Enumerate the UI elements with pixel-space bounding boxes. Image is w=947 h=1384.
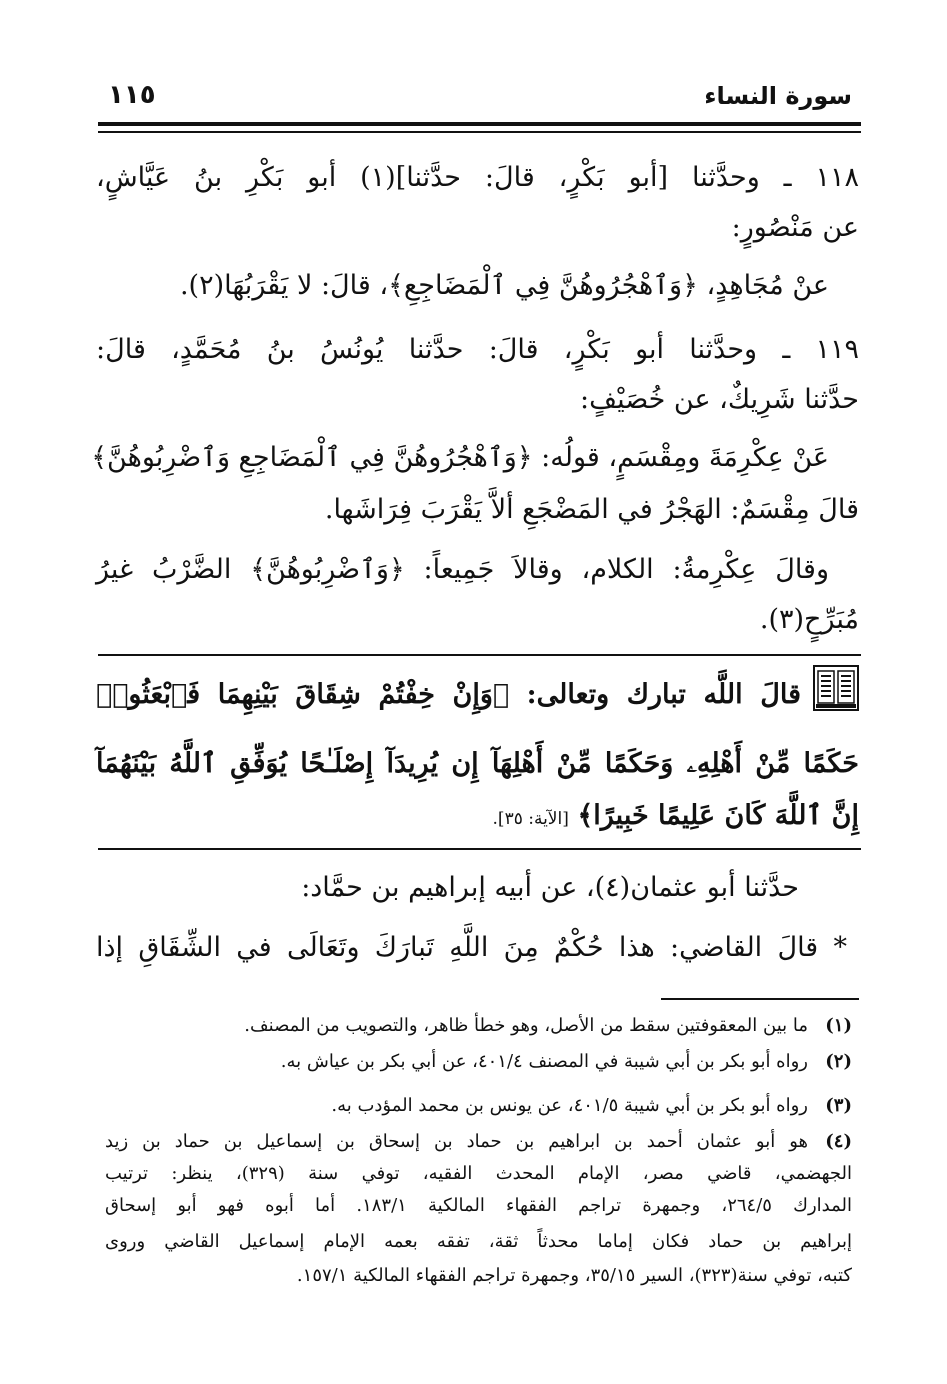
ayah-reference: [الآية: ٣٥]. (492, 809, 569, 829)
footnote-3 (105, 1092, 852, 1120)
verse-bottom-rule (98, 848, 861, 850)
footnote-text: هو أبو عثمان أحمد بن ابراهيم بن حماد بن إسحاق بن إسماعيل بن حماد بن زيد (105, 1131, 808, 1152)
verse-text-end: إِنَّ ٱللَّهَ كَانَ عَلِيمًا خَبِيرًا﴾ (577, 800, 859, 831)
entry-119-line-4: قالَ مِقْسَمٌ: الهَجْرُ في المَضْجَعِ ألاَّ يَقْرَبَ فِرَاشَها. (324, 494, 859, 525)
footnote-2 (105, 1048, 852, 1076)
footnote-4-line-4: إبراهيم بن حماد فكان إماما محدثاً ثقة، تفقه بعمه الإمام إسماعيل القاضي وروى (105, 1231, 852, 1252)
entry-119-line-1: ١١٩ ـ وحدَّثنا أبو بَكْرٍ، قالَ: حدَّثنا يُونُسُ بنُ مُحَمَّدٍ، قالَ: (96, 334, 859, 365)
footnote-4-line-3: المدارك ٢٦٤/٥، وجمهرة تراجم الفقهاء المالكية ١٨٣/١. أما أبوه فهو أبو إسحاق (105, 1195, 853, 1216)
verse-line-3 (96, 796, 859, 839)
book-icon (813, 665, 859, 711)
footnote-number: (٣) (825, 1095, 852, 1116)
qadi-line: * قالَ القاضي: هذا حُكْمٌ مِنَ اللَّهِ تَبارَكَ وتَعَالَى في الشِّقَاقِ إذا (96, 932, 847, 963)
footnote-1 (105, 1012, 852, 1040)
header-rule-thick (98, 122, 861, 126)
footnote-4-line-1 (105, 1128, 852, 1156)
header-rule-thin (98, 131, 861, 133)
entry-119-line-5: وقالَ عِكْرِمةُ: الكلام، وقالاَ جَمِيعاً: ﴿وَٱضْرِبُوهُنَّ﴾ الضَّرْبُ غيرُ (96, 554, 829, 585)
footnote-number: (١) (825, 1015, 852, 1036)
verse-line-2: حَكَمًا مِّنْ أَهْلِهِۦ وَحَكَمًا مِّنْ أَهْلِهَآ إِن يُرِيدَآ إِصْلَـٰحًا يُوَفِّقِ ٱللَّهُ بَيْنَهُمَآ (96, 748, 859, 779)
footnote-text: ما بين المعقوفتين سقط من الأصل، وهو خطأ ظاهر، والتصويب من المصنف. (244, 1015, 808, 1036)
footnote-number: (٢) (825, 1051, 852, 1072)
verse-line-1: قالَ اللَّه تبارك وتعالى: ﴿وَإِنْ خِفْتُمْ شِقَاقَ بَيْنِهِمَا فَٱبْعَثُوا۟ (96, 679, 801, 710)
surah-title: سورة النساء (704, 82, 852, 110)
verse-top-rule (98, 654, 861, 656)
entry-118-line-3: عنْ مُجَاهِدٍ، ﴿وَٱهْجُرُوهُنَّ فِي ٱلْمَضَاجِعِ﴾، قالَ: لا يَقْرَبُهَا(٢). (179, 270, 829, 301)
entry-118-line-2: عن مَنْصُورٍ: (731, 212, 859, 243)
footnote-number: (٤) (825, 1131, 852, 1152)
footnote-4-line-2: الجهضمي، قاضي مصر، الإمام المحدث الفقيه، توفي سنة (٣٢٩)، ينظر: ترتيب (105, 1163, 852, 1184)
page-number: ١١٥ (108, 80, 156, 110)
entry-118-line-1: ١١٨ ـ وحدَّثنا [أبو بَكْرٍ، قالَ: حدَّثنا](١) أبو بَكْرِ بنُ عَيَّاشٍ، (96, 162, 859, 193)
footnote-4-line-5: كتبه، توفي سنة(٣٢٣)، السير ٣٥/١٥، وجمهرة تراجم الفقهاء المالكية ١٥٧/١. (296, 1265, 852, 1286)
entry-119-line-2: حدَّثنا شَرِيكٌ، عن خُصَيْفٍ: (580, 384, 859, 415)
entry-119-line-3: عَنْ عِكْرِمَةَ ومِقْسَمٍ، قولُه: ﴿وَٱهْجُرُوهُنَّ فِي ٱلْمَضَاجِعِ وَٱضْرِبُوهُنَّ﴾ (91, 442, 829, 473)
entry-119-line-6: مُبَرِّحٍ(٣). (759, 604, 859, 635)
footnote-text: رواه أبو بكر بن أبي شيبة ٤٠١/٥، عن يونس بن محمد المؤدب به. (331, 1095, 808, 1116)
footnote-text: رواه أبو بكر بن أبي شيبة في المصنف ٤٠١/٤، عن أبي بكر بن عياش به. (280, 1051, 808, 1072)
narration-line: حدَّثنا أبو عثمان(٤)، عن أبيه إبراهيم بن حمَّاد: (301, 872, 799, 903)
footnote-separator (661, 998, 859, 1000)
